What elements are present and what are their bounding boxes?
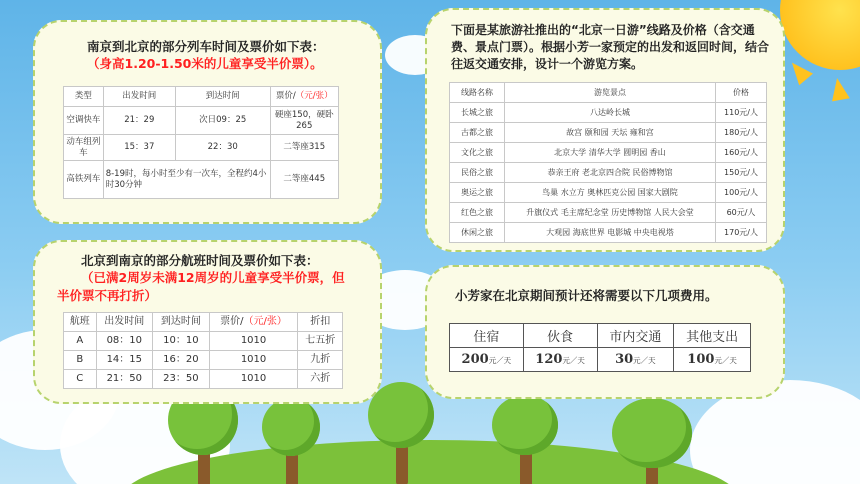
flight-title: 北京到南京的部分航班时间及票价如下表： (81, 253, 319, 268)
flight-table (63, 312, 343, 389)
table-row: 古都之旅 故宫 颐和园 天坛 雍和宫 180元/人 (450, 123, 767, 143)
tour-title: 下面是某旅游社推出的“北京一日游”线路及价格（含交通费、景点门票）。根据小芳一家预定的出发和返回时间，结合往返交通安排，设计一个游览方案。 (451, 23, 770, 71)
table-header-row: 航班 出发时间 到达时间 票价/（元/张） 折扣 (64, 313, 343, 332)
tour-table (449, 82, 767, 243)
table-row: 休闲之旅 大观园 海底世界 电影城 中央电视塔 170元/人 (450, 223, 767, 243)
col-arrive: 到达时间 (175, 87, 270, 107)
flight-card (33, 240, 382, 404)
train-table (63, 86, 339, 199)
train-card (33, 20, 382, 224)
table-row: 民俗之旅 恭亲王府 老北京四合院 民俗博物馆 150元/人 (450, 163, 767, 183)
tree-icon (492, 395, 558, 455)
table-row: 空调快车 21：29 次日09：25 硬座150，硬卧265 (64, 107, 339, 135)
flight-subtitle: （已满2周岁未满12周岁的儿童享受半价票，但半价票不再打折） (57, 270, 345, 303)
table-row: 红色之旅 升旗仪式 毛主席纪念堂 历史博物馆 人民大会堂 60元/人 (450, 203, 767, 223)
table-header-row: 住宿 伙食 市内交通 其他支出 (450, 324, 751, 348)
table-header-row (64, 87, 339, 107)
table-header-row: 线路名称 游览景点 价格 (450, 83, 767, 103)
table-row: 奥运之旅 鸟巢 水立方 奥林匹克公园 国家大剧院 100元/人 (450, 183, 767, 203)
table-row: B 14：15 16：20 1010 九折 (64, 351, 343, 370)
cost-card (425, 265, 785, 399)
tour-card (425, 8, 785, 252)
cost-title: 小芳家在北京期间预计还将需要以下几项费用。 (455, 288, 718, 303)
train-subtitle: （身高1.20-1.50米的儿童享受半价票）。 (87, 56, 323, 71)
table-row: C 21：50 23：50 1010 六折 (64, 370, 343, 389)
table-row: 文化之旅 北京大学 清华大学 圆明园 香山 160元/人 (450, 143, 767, 163)
col-price: 票价/（元/张） (270, 87, 338, 107)
tree-icon (612, 398, 692, 468)
cost-table (449, 323, 751, 372)
table-row: 长城之旅 八达岭长城 110元/人 (450, 103, 767, 123)
sun-icon (780, 0, 860, 70)
col-depart: 出发时间 (103, 87, 175, 107)
table-row: 动车组列车 15：37 22：30 二等座315 (64, 135, 339, 161)
col-type: 类型 (64, 87, 104, 107)
table-row: 200元／天 120元／天 30元／天 100元／天 (450, 348, 751, 372)
table-row: A 08：10 10：10 1010 七五折 (64, 332, 343, 351)
sun-ray-icon (828, 77, 850, 102)
train-title: 南京到北京的部分列车时间及票价如下表： (87, 39, 325, 54)
tree-icon (368, 382, 434, 448)
table-row: 高铁列车 8-19时，每小时至少有一次车，全程约4小时30分钟 二等座445 (64, 161, 339, 199)
tree-icon (262, 398, 320, 456)
